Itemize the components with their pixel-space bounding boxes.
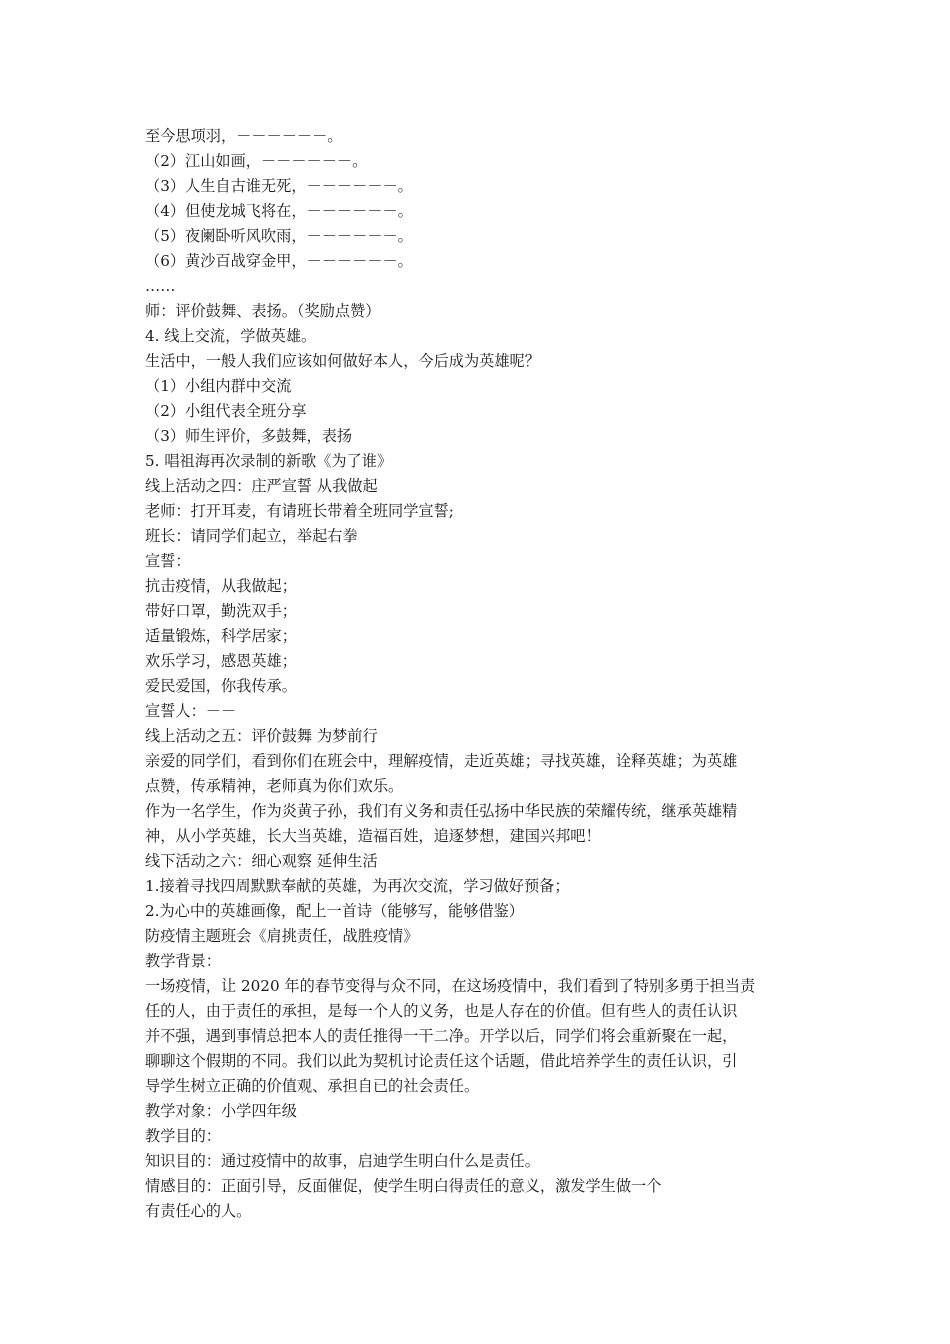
section-heading: 5. 唱祖海再次录制的新歌《为了谁》 <box>145 452 393 470</box>
paragraph-line: 点赞，传承精神，老师真为你们欢乐。 <box>145 777 404 795</box>
paragraph-line: 并不强，遇到事情总把本人的责任推得一干二净。开学以后，同学们将会重新聚在一起， <box>145 1027 738 1045</box>
oath-line: 抗击疫情，从我做起； <box>145 577 297 595</box>
text-line: 教学对象：小学四年级 <box>145 1102 297 1120</box>
paragraph-line: 亲爱的同学们，看到你们在班会中，理解疫情，走近英雄；寻找英雄，诠释英雄；为英雄 <box>145 752 738 770</box>
list-item: （3）师生评价，多鼓舞，表扬 <box>145 427 353 445</box>
text-line: 宣誓： <box>145 552 191 570</box>
paragraph-line: 任的人，由于责任的承担，是每一个人的义务，也是人存在的价值。但有些人的责任认识 <box>145 1002 738 1020</box>
text-line: 至今思项羽，－－－－－－。 <box>145 127 343 145</box>
text-line: 班长：请同学们起立，举起右拳 <box>145 527 358 545</box>
paragraph-line: 神，从小学英雄，长大当英雄，造福百姓，追逐梦想，建国兴邦吧！ <box>145 827 601 845</box>
text-line: …… <box>145 277 176 295</box>
text-line: 老师：打开耳麦，有请班长带着全班同学宣誓; <box>145 502 454 520</box>
document-title: 防疫情主题班会《肩挑责任，战胜疫情》 <box>145 927 419 945</box>
paragraph-line: 导学生树立正确的价值观、承担自已的社会责任。 <box>145 1077 480 1095</box>
paragraph-line: 作为一名学生，作为炎黄子孙，我们有义务和责任弘扬中华民族的荣耀传统，继承英雄精 <box>145 802 738 820</box>
list-item: （1）小组内群中交流 <box>145 377 292 395</box>
text-line: 有责任心的人。 <box>145 1202 252 1220</box>
list-item: （2）小组代表全班分享 <box>145 402 307 420</box>
text-line: 情感目的：正面引导，反面催促，使学生明白得责任的意义，激发学生做一个 <box>145 1177 662 1195</box>
list-item: 2.为心中的英雄画像，配上一首诗（能够写，能够借鉴） <box>145 902 524 920</box>
list-item: 1.接着寻找四周默默奉献的英雄，为再次交流，学习做好预备； <box>145 877 570 895</box>
paragraph-line: 一场疫情，让 2020 年的春节变得与众不同，在这场疫情中，我们看到了特别多勇于担当责 <box>145 977 756 995</box>
document-page <box>145 124 807 1224</box>
section-heading: 教学背景： <box>145 952 221 970</box>
text-line: （4）但使龙城飞将在，－－－－－－。 <box>145 202 413 220</box>
section-heading: 线上活动之四：庄严宣誓 从我做起 <box>145 477 378 495</box>
oath-line: 爱民爱国，你我传承。 <box>145 677 297 695</box>
text-line: （6）黄沙百战穿金甲，－－－－－－。 <box>145 252 413 270</box>
text-line: 生活中，一般人我们应该如何做好本人，今后成为英雄呢？ <box>145 352 540 370</box>
paragraph-line: 聊聊这个假期的不同。我们以此为契机讨论责任这个话题，借此培养学生的责任认识，引 <box>145 1052 738 1070</box>
oath-line: 欢乐学习，感恩英雄； <box>145 652 297 670</box>
text-line: 知识目的：通过疫情中的故事，启迪学生明白什么是责任。 <box>145 1152 540 1170</box>
oath-line: 带好口罩，勤洗双手； <box>145 602 297 620</box>
section-heading: 线下活动之六：细心观察 延伸生活 <box>145 852 378 870</box>
section-heading: 教学目的： <box>145 1127 221 1145</box>
text-line: （2）江山如画，－－－－－－。 <box>145 152 368 170</box>
text-line: （5）夜阑卧听风吹雨，－－－－－－。 <box>145 227 413 245</box>
text-line: 师：评价鼓舞、表扬。（奖励点赞） <box>145 302 381 320</box>
section-heading: 4. 线上交流，学做英雄。 <box>145 327 317 345</box>
section-heading: 线上活动之五：评价鼓舞 为梦前行 <box>145 727 378 745</box>
oath-line: 适量锻炼，科学居家； <box>145 627 297 645</box>
text-line: 宣誓人：－－ <box>145 702 237 720</box>
text-line: （3）人生自古谁无死，－－－－－－。 <box>145 177 413 195</box>
